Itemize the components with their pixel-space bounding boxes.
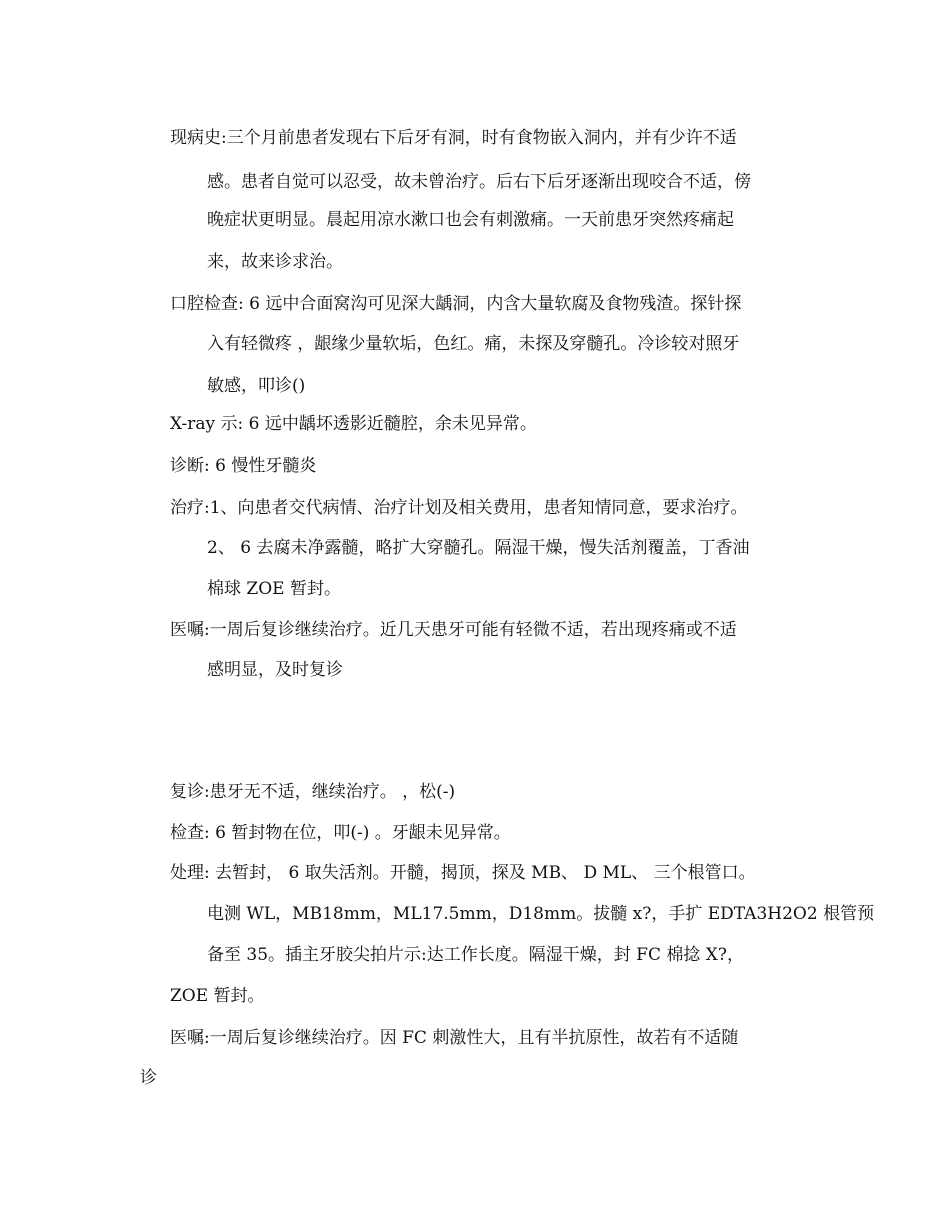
text-line: 2、 6 去腐未净露髓，略扩大穿髓孔。隔湿干燥，慢失活剂覆盖，丁香油 <box>207 538 750 558</box>
text-line: 医嘱:一周后复诊继续治疗。近几天患牙可能有轻微不适，若出现疼痛或不适 <box>170 620 737 640</box>
text-line: 电测 WL，MB18mm，ML17.5mm，D18mm。拔髓 x?，手扩 EDTA3H2O2 根管预 <box>207 904 875 924</box>
text-line: 处理: 去暂封， 6 取失活剂。开髓，揭顶，探及 MB、 D ML、 三个根管口。 <box>170 863 756 883</box>
text-line: 感明显，及时复诊 <box>207 660 343 680</box>
text-line: 诊 <box>140 1068 157 1088</box>
text-line: 医嘱:一周后复诊继续治疗。因 FC 刺激性大，且有半抗原性，故若有不适随 <box>170 1028 739 1048</box>
text-line: 敏感，叩诊() <box>207 376 306 396</box>
text-line: 来，故来诊求治。 <box>207 252 343 272</box>
text-line: 感。患者自觉可以忍受，故未曾治疗。后右下后牙逐渐出现咬合不适，傍 <box>207 172 751 192</box>
text-line: ZOE 暂封。 <box>170 986 265 1006</box>
text-line: 备至 35。插主牙胶尖拍片示:达工作长度。隔湿干燥，封 FC 棉捻 X?， <box>207 945 744 965</box>
text-line: 现病史:三个月前患者发现右下后牙有洞，时有食物嵌入洞内，并有少许不适 <box>170 128 737 148</box>
text-line: 口腔检查: 6 远中合面窝沟可见深大龋洞，内含大量软腐及食物残渣。探针探 <box>170 294 742 314</box>
text-line: 检查: 6 暂封物在位，叩(-) 。牙龈未见异常。 <box>170 823 511 843</box>
text-line: 棉球 ZOE 暂封。 <box>207 579 341 599</box>
text-line: 治疗:1、向患者交代病情、治疗计划及相关费用，患者知情同意，要求治疗。 <box>170 498 748 518</box>
text-line: X-ray 示: 6 远中龋坏透影近髓腔，余未见异常。 <box>170 414 537 434</box>
text-line: 诊断: 6 慢性牙髓炎 <box>170 456 317 476</box>
text-line: 复诊:患牙无不适，继续治疗。 ，松(-) <box>170 782 456 802</box>
text-line: 晚症状更明显。晨起用凉水漱口也会有刺激痛。一天前患牙突然疼痛起 <box>207 210 734 230</box>
text-line: 入有轻微疼 ，龈缘少量软垢，色红。痛，未探及穿髓孔。冷诊较对照牙 <box>207 334 740 354</box>
